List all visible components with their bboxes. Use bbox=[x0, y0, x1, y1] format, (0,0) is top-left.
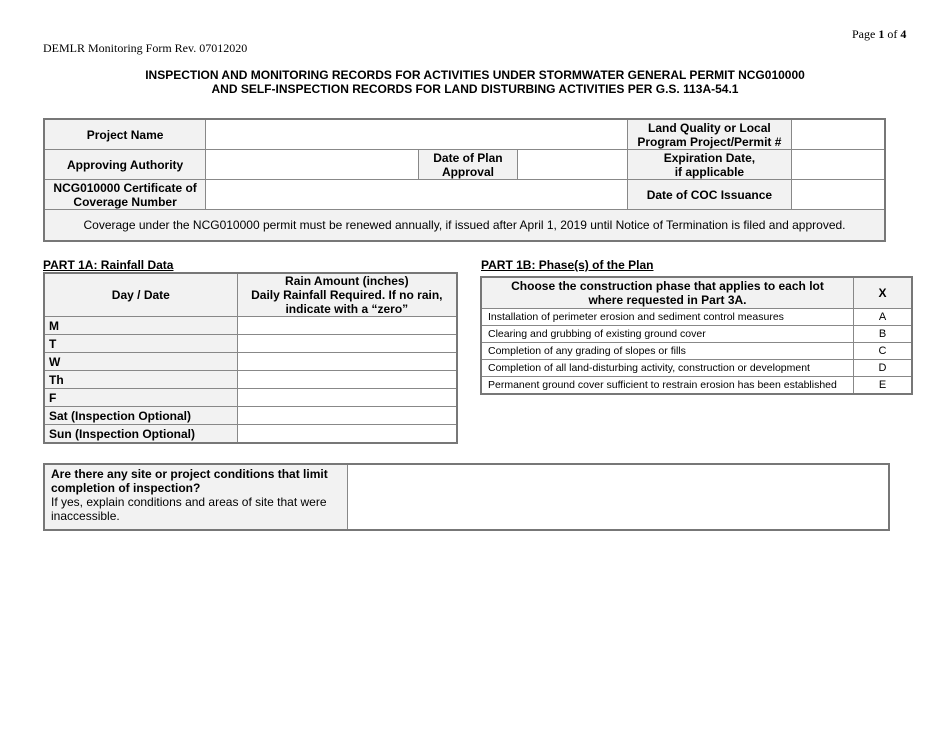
day-label: Th bbox=[44, 371, 237, 389]
form-title-line2: AND SELF-INSPECTION RECORDS FOR LAND DISTURBING ACTIVITIES PER G.S. 113A-54.1 bbox=[211, 82, 739, 96]
phase-description: Completion of any grading of slopes or fills bbox=[481, 343, 854, 360]
phase-row bbox=[481, 343, 912, 360]
phase-code: B bbox=[854, 326, 913, 343]
coverage-note: Coverage under the NCG010000 permit must be renewed annually, if issued after April 1, 2019 until Notice of Termination is filed and approved. bbox=[44, 210, 885, 242]
page-prefix: Page bbox=[852, 27, 876, 41]
site-conditions-field[interactable] bbox=[348, 464, 890, 530]
rain-row bbox=[44, 389, 457, 407]
phase-header-line2: where requested in Part 3A. bbox=[588, 293, 747, 307]
expiration-date-label bbox=[628, 150, 792, 180]
rain-row bbox=[44, 425, 457, 444]
rain-amount-field[interactable] bbox=[237, 371, 457, 389]
phase-row bbox=[481, 360, 912, 377]
certificate-number-field[interactable] bbox=[206, 180, 628, 210]
day-label: T bbox=[44, 335, 237, 353]
phase-description: Completion of all land-disturbing activity, construction or development bbox=[481, 360, 854, 377]
rain-amount-field[interactable] bbox=[237, 389, 457, 407]
phase-header bbox=[481, 277, 854, 309]
certificate-line1: NCG010000 Certificate of bbox=[53, 180, 197, 195]
rain-amount-field[interactable] bbox=[237, 353, 457, 371]
day-label: Sun (Inspection Optional) bbox=[44, 425, 237, 444]
rain-header-line1: Rain Amount (inches) bbox=[285, 274, 409, 288]
site-conditions-table bbox=[43, 463, 890, 531]
permit-number-label bbox=[628, 119, 792, 150]
page-total: 4 bbox=[900, 27, 907, 41]
phase-row bbox=[481, 377, 912, 395]
day-label: Sat (Inspection Optional) bbox=[44, 407, 237, 425]
site-conditions-question bbox=[44, 464, 348, 530]
phase-header-line1: Choose the construction phase that applies to each lot bbox=[511, 279, 824, 293]
day-label: W bbox=[44, 353, 237, 371]
rain-row bbox=[44, 371, 457, 389]
plan-date-line2: Approval bbox=[441, 164, 494, 179]
phase-description: Clearing and grubbing of existing ground cover bbox=[481, 326, 854, 343]
project-name-field[interactable] bbox=[206, 119, 628, 150]
phase-description: Installation of perimeter erosion and sediment control measures bbox=[481, 309, 854, 326]
phase-row bbox=[481, 326, 912, 343]
expiration-date-field[interactable] bbox=[791, 150, 885, 180]
rain-header-line2: Daily Rainfall Required. If no rain, bbox=[251, 288, 443, 302]
expiration-line1: Expiration Date, bbox=[663, 150, 756, 165]
conditions-question-text: Are there any site or project conditions that limit completion of inspection? bbox=[51, 467, 328, 495]
conditions-instruction-text: If yes, explain conditions and areas of site that were inaccessible. bbox=[51, 495, 327, 523]
part1b-title: PART 1B: Phase(s) of the Plan bbox=[481, 258, 654, 272]
x-column-header: X bbox=[854, 277, 913, 309]
phase-code: E bbox=[854, 377, 913, 395]
project-info-table bbox=[43, 118, 886, 242]
plan-approval-date-field[interactable] bbox=[518, 150, 628, 180]
page-of: of bbox=[887, 27, 898, 41]
rainfall-table bbox=[43, 272, 458, 444]
permit-number-field[interactable] bbox=[791, 119, 885, 150]
part1a-title: PART 1A: Rainfall Data bbox=[43, 258, 174, 272]
phase-code: A bbox=[854, 309, 913, 326]
phase-description: Permanent ground cover sufficient to restrain erosion has been established bbox=[481, 377, 854, 395]
rain-amount-field[interactable] bbox=[237, 407, 457, 425]
day-date-header: Day / Date bbox=[44, 273, 237, 317]
expiration-line2: if applicable bbox=[674, 164, 745, 179]
approving-authority-label: Approving Authority bbox=[44, 150, 206, 180]
phase-code: C bbox=[854, 343, 913, 360]
approving-authority-field[interactable] bbox=[206, 150, 418, 180]
plan-date-line1: Date of Plan bbox=[433, 150, 503, 165]
rain-row bbox=[44, 407, 457, 425]
day-label: M bbox=[44, 317, 237, 335]
phase-code: D bbox=[854, 360, 913, 377]
plan-approval-date-label bbox=[418, 150, 518, 180]
rain-amount-field[interactable] bbox=[237, 335, 457, 353]
phase-table bbox=[480, 276, 913, 395]
coc-issuance-label: Date of COC Issuance bbox=[628, 180, 792, 210]
rain-header-line3: indicate with a “zero” bbox=[285, 302, 409, 316]
page-current: 1 bbox=[878, 27, 885, 41]
permit-label-line1: Land Quality or Local bbox=[648, 120, 771, 135]
rain-row bbox=[44, 353, 457, 371]
form-title-line1: INSPECTION AND MONITORING RECORDS FOR ACTIVITIES UNDER STORMWATER GENERAL PERMIT NCG010000 bbox=[145, 68, 805, 82]
permit-label-line2: Program Project/Permit # bbox=[637, 134, 782, 149]
day-label: F bbox=[44, 389, 237, 407]
form-revision: DEMLR Monitoring Form Rev. 07012020 bbox=[43, 41, 248, 55]
certificate-line2: Coverage Number bbox=[73, 194, 177, 209]
page-number bbox=[852, 27, 906, 42]
rain-amount-field[interactable] bbox=[237, 317, 457, 335]
rain-amount-field[interactable] bbox=[237, 425, 457, 444]
certificate-number-label bbox=[44, 180, 206, 210]
rain-row bbox=[44, 335, 457, 353]
phase-row bbox=[481, 309, 912, 326]
project-name-label: Project Name bbox=[44, 119, 206, 150]
rain-row bbox=[44, 317, 457, 335]
coc-issuance-field[interactable] bbox=[791, 180, 885, 210]
rain-amount-header bbox=[237, 273, 457, 317]
